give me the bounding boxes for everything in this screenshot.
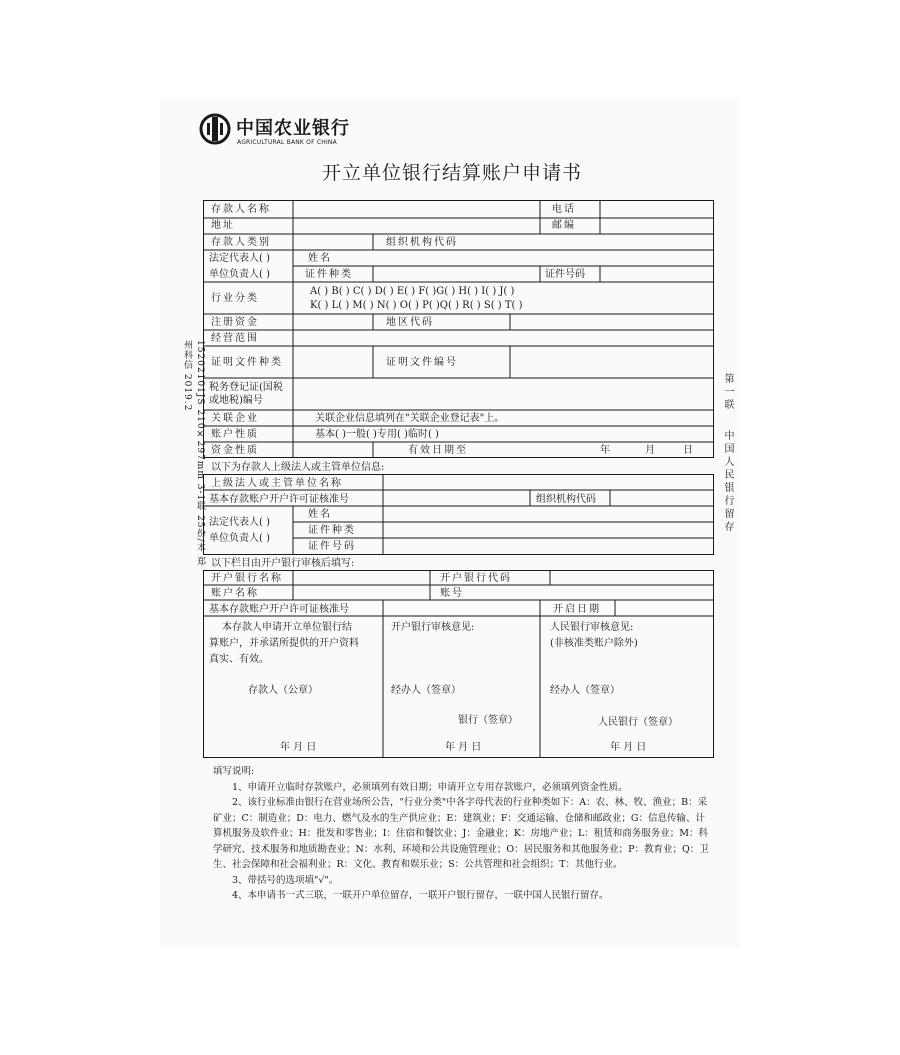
label-account-name: 账户名称 xyxy=(211,588,259,599)
account-nature-options: 基本( )一般( )专用( )临时( ) xyxy=(315,429,439,440)
form-title: 开立单位银行结算账户申请书 xyxy=(322,162,583,184)
declaration-line2: 算账户，并承诺所提供的开户资料 xyxy=(209,638,359,649)
declaration-line3: 真实、有效。 xyxy=(209,654,269,665)
valid-day: 日 xyxy=(683,445,693,456)
label-superior-id-no: 证件号码 xyxy=(308,541,356,552)
label-phone: 电话 xyxy=(552,204,576,215)
pboc-seal: 人民银行（签章） xyxy=(598,717,678,728)
bank-handler: 经办人（签章） xyxy=(391,685,461,696)
label-cert-no: 证明文件编号 xyxy=(386,357,458,368)
bank-name-cn: 中国农业银行 xyxy=(236,118,350,139)
label-open-date: 开启日期 xyxy=(553,604,601,615)
label-superior-permit: 基本存款账户开户许可证核准号 xyxy=(209,494,349,505)
bank-name-en: AGRICULTURAL BANK OF CHINA xyxy=(237,139,337,146)
label-related: 关联企业 xyxy=(211,413,259,424)
label-id-type: 证件种类 xyxy=(305,269,353,280)
instruction-item-3: 3、带括号的选项填"√"。 xyxy=(232,874,339,886)
label-superior-org-code: 组织机构代码 xyxy=(536,494,596,505)
label-bank-code: 开户银行代码 xyxy=(440,573,512,584)
pboc-opinion-note: (非核准类账户除外) xyxy=(550,638,638,649)
label-address: 地址 xyxy=(211,220,235,231)
form-print-code: 15202101JS 210×297mm 3-1联 25份/本 郑州科信 2019.2 xyxy=(182,340,205,567)
label-superior-person-name: 姓名 xyxy=(308,509,332,520)
bank-date: 年 月 日 xyxy=(445,742,482,753)
copy-number: 第一联 xyxy=(722,373,733,412)
copy-holder: 中国人民银行留存 xyxy=(722,430,733,534)
label-bank-name: 开户银行名称 xyxy=(211,573,283,584)
label-account-no: 账号 xyxy=(440,588,464,599)
label-superior-unit-head: 单位负责人( ) xyxy=(209,533,270,544)
label-id-no: 证件号码 xyxy=(545,269,585,280)
related-note: 关联企业信息填列在"关联企业登记表"上。 xyxy=(315,413,505,424)
label-legal-rep: 法定代表人( ) xyxy=(209,253,270,264)
industry-options-row1: A( ) B( ) C( ) D( ) E( ) F( )G( ) H( ) I( ) J( ) xyxy=(310,286,515,297)
depositor-date: 年 月 日 xyxy=(280,742,317,753)
label-account-nature: 账户性质 xyxy=(211,429,259,440)
label-name: 姓名 xyxy=(308,253,332,264)
declaration-line1: 本存款人申请开立单位银行结 xyxy=(222,622,352,633)
label-cert-type: 证明文件种类 xyxy=(211,357,283,368)
label-depositor-type: 存款人类别 xyxy=(211,237,271,248)
label-region-code: 地区代码 xyxy=(386,317,434,328)
instruction-item-1: 1、申请开立临时存款账户，必须填列有效日期；申请开立专用存款账户，必须填列资金性质。 xyxy=(232,781,628,793)
pboc-handler: 经办人（签章） xyxy=(550,685,620,696)
label-fund-nature: 资金性质 xyxy=(211,445,259,456)
pboc-date: 年 月 日 xyxy=(610,742,647,753)
instruction-item-2: 2、该行业标准由银行在营业场所公告，"行业分类"中各字母代表的行业种类如下：A：农、林、牧、渔业；B：采矿业；C：制造业；D：电力、燃气及水的生产供应业；E：建筑业；F：交通运输、仓储和邮政业；G：信息传输、计算机服务及软件业；H：批发和零售业；I：住宿和餐饮业；J：金融业；K：房地产业；L：租赁和商务服务业；M：科学研究、技术服务和地质勘查业；N：水利、环境和公共设施管理业；O：居民服务和其他服务业；P：教育业；Q：卫生、社会保障和社会福利业；R：文化、教育和娱乐业；S：公共管理和社会组织；T：其他行业。 xyxy=(213,797,709,870)
bank-section-heading: 以下栏目由开户银行审核后填写: xyxy=(211,558,355,569)
label-superior-name: 上级法人或主管单位名称 xyxy=(211,478,343,489)
label-registered-capital: 注册资金 xyxy=(211,317,259,328)
label-bank-permit: 基本存款账户开户许可证核准号 xyxy=(209,604,349,615)
label-postcode: 邮编 xyxy=(552,220,576,231)
label-tax-reg-line2: 或地税)编号 xyxy=(209,395,263,406)
bank-opinion-label: 开户银行审核意见: xyxy=(391,622,475,633)
pboc-opinion-label: 人民银行审核意见: xyxy=(550,622,634,633)
industry-options-row2: K( ) L( ) M( ) N( ) O( ) P( )Q( ) R( ) S( ) T( ) xyxy=(310,300,523,311)
label-superior-legal-rep: 法定代表人( ) xyxy=(209,517,270,528)
label-business-scope: 经营范围 xyxy=(211,333,259,344)
instructions-title: 填写说明: xyxy=(213,766,255,777)
label-depositor-name: 存款人名称 xyxy=(211,204,271,215)
valid-month: 月 xyxy=(645,445,655,456)
label-superior-id-type: 证件种类 xyxy=(308,525,356,536)
label-tax-reg-line1: 税务登记证(国税 xyxy=(209,382,283,393)
bank-seal: 银行（签章） xyxy=(458,715,518,726)
label-valid-until: 有效日期至 xyxy=(408,445,468,456)
label-unit-head: 单位负责人( ) xyxy=(209,269,270,280)
label-industry: 行业分类 xyxy=(211,293,259,304)
instruction-item-4: 4、本申请书一式三联，一联开户单位留存，一联开户银行留存，一联中国人民银行留存。 xyxy=(232,890,609,901)
label-org-code: 组织机构代码 xyxy=(386,237,458,248)
valid-year: 年 xyxy=(600,445,610,456)
instructions xyxy=(213,764,711,904)
superior-heading: 以下为存款人上级法人或主管单位信息: xyxy=(211,462,385,473)
depositor-seal: 存款人（公章） xyxy=(248,685,318,696)
